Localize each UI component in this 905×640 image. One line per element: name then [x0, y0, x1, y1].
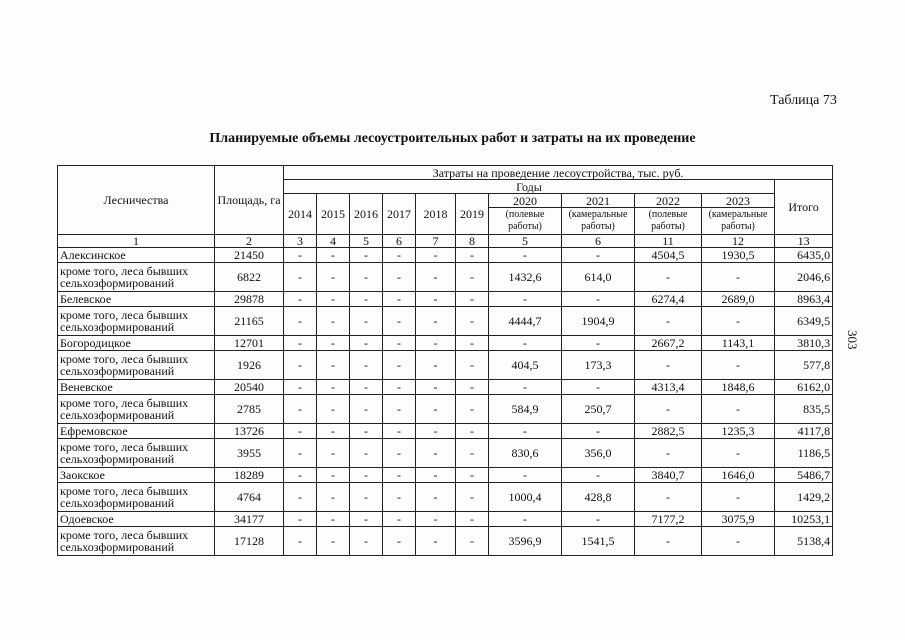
column-number: 1	[58, 235, 215, 248]
cost-cell: -	[350, 380, 383, 395]
cost-cell: -	[456, 424, 489, 439]
cost-cell: -	[416, 248, 456, 263]
cost-cell: -	[416, 263, 456, 292]
total-cell: 3075,9	[702, 512, 775, 527]
cost-cell: -	[416, 527, 456, 556]
cost-cell: 1541,5	[562, 527, 635, 556]
forestry-name-cell: кроме того, леса бывших сельхозформирований	[58, 307, 215, 336]
cost-cell: -	[562, 336, 635, 351]
cost-cell: -	[489, 292, 562, 307]
page-title: Планируемые объемы лесоустроительных работ и затраты на их проведение	[209, 131, 696, 146]
cost-cell: -	[350, 527, 383, 556]
cost-cell: 3840,7	[635, 468, 702, 483]
cost-cell: -	[416, 424, 456, 439]
cost-cell: -	[284, 380, 317, 395]
cost-cell: -	[383, 380, 416, 395]
cost-cell: -	[456, 439, 489, 468]
cost-cell: -	[489, 468, 562, 483]
cost-cell: 584,9	[489, 395, 562, 424]
forestry-name-cell: Белевское	[58, 292, 215, 307]
cost-cell: -	[350, 439, 383, 468]
cost-cell: -	[416, 468, 456, 483]
column-number-row	[58, 235, 833, 248]
forestry-name-cell: кроме того, леса бывших сельхозформирований	[58, 351, 215, 380]
cost-cell: 1432,6	[489, 263, 562, 292]
header-year-2022: 2022	[635, 194, 702, 208]
cost-cell: 7177,2	[635, 512, 702, 527]
area-cell: 17128	[215, 527, 284, 556]
forestry-name-cell: кроме того, леса бывших сельхозформирований	[58, 527, 215, 556]
area-cell: 2785	[215, 395, 284, 424]
cost-cell: -	[284, 292, 317, 307]
forestry-name-cell: кроме того, леса бывших сельхозформирований	[58, 263, 215, 292]
column-number: 6	[562, 235, 635, 248]
cost-cell: 835,5	[775, 395, 833, 424]
cost-cell: 830,6	[489, 439, 562, 468]
cost-cell: -	[317, 380, 350, 395]
area-cell: 1926	[215, 351, 284, 380]
cost-cell: -	[284, 307, 317, 336]
cost-cell: -	[383, 248, 416, 263]
cost-cell: -	[416, 380, 456, 395]
cost-cell: -	[489, 248, 562, 263]
cost-cell: -	[456, 336, 489, 351]
cost-cell: -	[562, 468, 635, 483]
cost-cell: -	[383, 468, 416, 483]
cost-cell: -	[416, 483, 456, 512]
cost-cell: -	[284, 468, 317, 483]
cost-cell: 2046,6	[775, 263, 833, 292]
cost-cell: 8963,4	[775, 292, 833, 307]
cost-cell: -	[350, 512, 383, 527]
total-cell: 1235,3	[702, 424, 775, 439]
cost-cell: -	[284, 512, 317, 527]
cost-cell: 1429,2	[775, 483, 833, 512]
cost-cell: -	[635, 527, 702, 556]
cost-cell: -	[317, 307, 350, 336]
total-cell: -	[702, 307, 775, 336]
cost-cell: 577,8	[775, 351, 833, 380]
cost-cell: 6349,5	[775, 307, 833, 336]
column-number: 4	[317, 235, 350, 248]
cost-cell: -	[317, 263, 350, 292]
cost-cell: 4313,4	[635, 380, 702, 395]
forestry-name-cell: Заокское	[58, 468, 215, 483]
cost-cell: -	[317, 395, 350, 424]
cost-cell: -	[350, 248, 383, 263]
table-row-forestry	[58, 468, 833, 483]
cost-cell: -	[635, 395, 702, 424]
cost-cell: 614,0	[562, 263, 635, 292]
table-body	[58, 248, 833, 556]
area-cell: 6822	[215, 263, 284, 292]
forestry-name-cell: Веневское	[58, 380, 215, 395]
cost-cell: -	[456, 248, 489, 263]
page-number: 303	[845, 330, 860, 350]
cost-cell: 404,5	[489, 351, 562, 380]
area-cell: 13726	[215, 424, 284, 439]
cost-cell: -	[456, 512, 489, 527]
column-number: 2	[215, 235, 284, 248]
cost-cell: -	[350, 263, 383, 292]
table-row-former-agricultural	[58, 307, 833, 336]
cost-cell: -	[350, 307, 383, 336]
cost-cell: 3596,9	[489, 527, 562, 556]
cost-cell: -	[416, 351, 456, 380]
header-note-2020: (полевые работы)	[489, 208, 562, 235]
total-cell: -	[702, 439, 775, 468]
cost-cell: -	[489, 380, 562, 395]
cost-cell: -	[317, 527, 350, 556]
cost-cell: -	[317, 351, 350, 380]
cost-cell: -	[489, 336, 562, 351]
cost-cell: -	[635, 483, 702, 512]
area-cell: 29878	[215, 292, 284, 307]
total-cell: -	[702, 483, 775, 512]
cost-cell: -	[416, 307, 456, 336]
cost-cell: -	[416, 395, 456, 424]
cost-cell: -	[562, 424, 635, 439]
table-row-forestry	[58, 424, 833, 439]
cost-cell: -	[350, 292, 383, 307]
area-cell: 34177	[215, 512, 284, 527]
cost-cell: 5486,7	[775, 468, 833, 483]
cost-cell: 428,8	[562, 483, 635, 512]
table-row-former-agricultural	[58, 439, 833, 468]
header-year-2019: 2019	[456, 194, 489, 235]
cost-cell: 6162,0	[775, 380, 833, 395]
table-row-former-agricultural	[58, 263, 833, 292]
column-number: 3	[284, 235, 317, 248]
header-year-2016: 2016	[350, 194, 383, 235]
column-number: 7	[416, 235, 456, 248]
header-year-2015: 2015	[317, 194, 350, 235]
cost-cell: -	[635, 439, 702, 468]
header-area: Площадь, га	[215, 166, 284, 235]
cost-cell: -	[350, 336, 383, 351]
cost-cell: -	[284, 395, 317, 424]
header-year-2018: 2018	[416, 194, 456, 235]
forestry-name-cell: Одоевское	[58, 512, 215, 527]
cost-cell: -	[416, 439, 456, 468]
cost-cell: -	[317, 292, 350, 307]
cost-cell: 1186,5	[775, 439, 833, 468]
table-row-forestry	[58, 292, 833, 307]
cost-cell: 4504,5	[635, 248, 702, 263]
header-note-2022: (полевые работы)	[635, 208, 702, 235]
cost-cell: 3810,3	[775, 336, 833, 351]
cost-cell: -	[284, 248, 317, 263]
cost-cell: 4444,7	[489, 307, 562, 336]
cost-cell: -	[416, 512, 456, 527]
cost-cell: -	[284, 263, 317, 292]
table-row-former-agricultural	[58, 351, 833, 380]
cost-cell: -	[350, 483, 383, 512]
column-number: 6	[383, 235, 416, 248]
area-cell: 21450	[215, 248, 284, 263]
cost-cell: -	[383, 395, 416, 424]
table-row-forestry	[58, 336, 833, 351]
area-cell: 18289	[215, 468, 284, 483]
cost-cell: -	[317, 424, 350, 439]
cost-cell: 6435,0	[775, 248, 833, 263]
column-number: 8	[456, 235, 489, 248]
cost-cell: -	[383, 263, 416, 292]
cost-cell: 10253,1	[775, 512, 833, 527]
header-year-2021: 2021	[562, 194, 635, 208]
header-year-2017: 2017	[383, 194, 416, 235]
cost-cell: -	[456, 483, 489, 512]
header-forestry: Лесничества	[58, 166, 215, 235]
cost-cell: -	[456, 263, 489, 292]
cost-cell: -	[456, 468, 489, 483]
cost-cell: -	[317, 468, 350, 483]
cost-cell: -	[383, 292, 416, 307]
forestry-name-cell: Алексинское	[58, 248, 215, 263]
cost-cell: -	[383, 439, 416, 468]
total-cell: 1930,5	[702, 248, 775, 263]
total-cell: -	[702, 527, 775, 556]
header-year-2023: 2023	[702, 194, 775, 208]
forestry-name-cell: кроме того, леса бывших сельхозформирований	[58, 395, 215, 424]
cost-cell: 1000,4	[489, 483, 562, 512]
table-row-former-agricultural	[58, 395, 833, 424]
cost-cell: 1904,9	[562, 307, 635, 336]
cost-cell: 356,0	[562, 439, 635, 468]
cost-cell: -	[383, 424, 416, 439]
column-number: 12	[702, 235, 775, 248]
cost-cell: -	[317, 483, 350, 512]
total-cell: -	[702, 263, 775, 292]
table-label: Таблица 73	[770, 93, 837, 108]
table-row-forestry	[58, 248, 833, 263]
costs-table	[57, 165, 833, 556]
cost-cell: -	[456, 307, 489, 336]
cost-cell: 6274,4	[635, 292, 702, 307]
total-cell: 1646,0	[702, 468, 775, 483]
table-row-forestry	[58, 380, 833, 395]
column-number: 5	[489, 235, 562, 248]
cost-cell: -	[562, 292, 635, 307]
cost-cell: -	[317, 248, 350, 263]
cost-cell: -	[284, 439, 317, 468]
cost-cell: -	[383, 351, 416, 380]
cost-cell: 4117,8	[775, 424, 833, 439]
cost-cell: 2882,5	[635, 424, 702, 439]
area-cell: 21165	[215, 307, 284, 336]
cost-cell: -	[456, 395, 489, 424]
cost-cell: -	[416, 292, 456, 307]
table-row-forestry	[58, 512, 833, 527]
area-cell: 12701	[215, 336, 284, 351]
table-row-former-agricultural	[58, 527, 833, 556]
cost-cell: -	[317, 512, 350, 527]
header-costs: Затраты на проведение лесоустройства, тыс. руб.	[284, 166, 833, 180]
area-cell: 3955	[215, 439, 284, 468]
column-number: 11	[635, 235, 702, 248]
cost-cell: -	[456, 351, 489, 380]
total-cell: 1848,6	[702, 380, 775, 395]
total-cell: -	[702, 351, 775, 380]
cost-cell: -	[562, 512, 635, 527]
area-cell: 20540	[215, 380, 284, 395]
forestry-name-cell: кроме того, леса бывших сельхозформирований	[58, 439, 215, 468]
cost-cell: -	[562, 380, 635, 395]
header-note-2023: (камеральные работы)	[702, 208, 775, 235]
table-row-former-agricultural	[58, 483, 833, 512]
cost-cell: 173,3	[562, 351, 635, 380]
cost-cell: -	[350, 351, 383, 380]
cost-cell: 2667,2	[635, 336, 702, 351]
cost-cell: -	[635, 263, 702, 292]
cost-cell: -	[456, 527, 489, 556]
cost-cell: -	[456, 380, 489, 395]
cost-cell: -	[383, 512, 416, 527]
cost-cell: -	[562, 248, 635, 263]
cost-cell: -	[383, 483, 416, 512]
cost-cell: -	[284, 527, 317, 556]
cost-cell: -	[416, 336, 456, 351]
column-number: 5	[350, 235, 383, 248]
cost-cell: -	[317, 439, 350, 468]
header-year-2020: 2020	[489, 194, 562, 208]
header-years: Годы	[284, 180, 775, 194]
cost-cell: -	[635, 307, 702, 336]
header-year-2014: 2014	[284, 194, 317, 235]
cost-cell: -	[317, 336, 350, 351]
forestry-name-cell: кроме того, леса бывших сельхозформирований	[58, 483, 215, 512]
total-cell: -	[702, 395, 775, 424]
cost-cell: 5138,4	[775, 527, 833, 556]
cost-cell: -	[350, 424, 383, 439]
total-cell: 2689,0	[702, 292, 775, 307]
total-cell: 1143,1	[702, 336, 775, 351]
column-number: 13	[775, 235, 833, 248]
cost-cell: -	[284, 424, 317, 439]
forestry-name-cell: Богородицкое	[58, 336, 215, 351]
cost-cell: -	[350, 468, 383, 483]
cost-cell: -	[383, 336, 416, 351]
cost-cell: -	[456, 292, 489, 307]
cost-cell: -	[284, 351, 317, 380]
area-cell: 4764	[215, 483, 284, 512]
cost-cell: -	[284, 483, 317, 512]
cost-cell: -	[383, 527, 416, 556]
cost-cell: -	[350, 395, 383, 424]
header-note-2021: (камеральные работы)	[562, 208, 635, 235]
cost-cell: -	[489, 424, 562, 439]
cost-cell: -	[489, 512, 562, 527]
forestry-name-cell: Ефремовское	[58, 424, 215, 439]
header-total: Итого	[775, 180, 833, 235]
cost-cell: -	[383, 307, 416, 336]
cost-cell: -	[284, 336, 317, 351]
cost-cell: 250,7	[562, 395, 635, 424]
cost-cell: -	[635, 351, 702, 380]
